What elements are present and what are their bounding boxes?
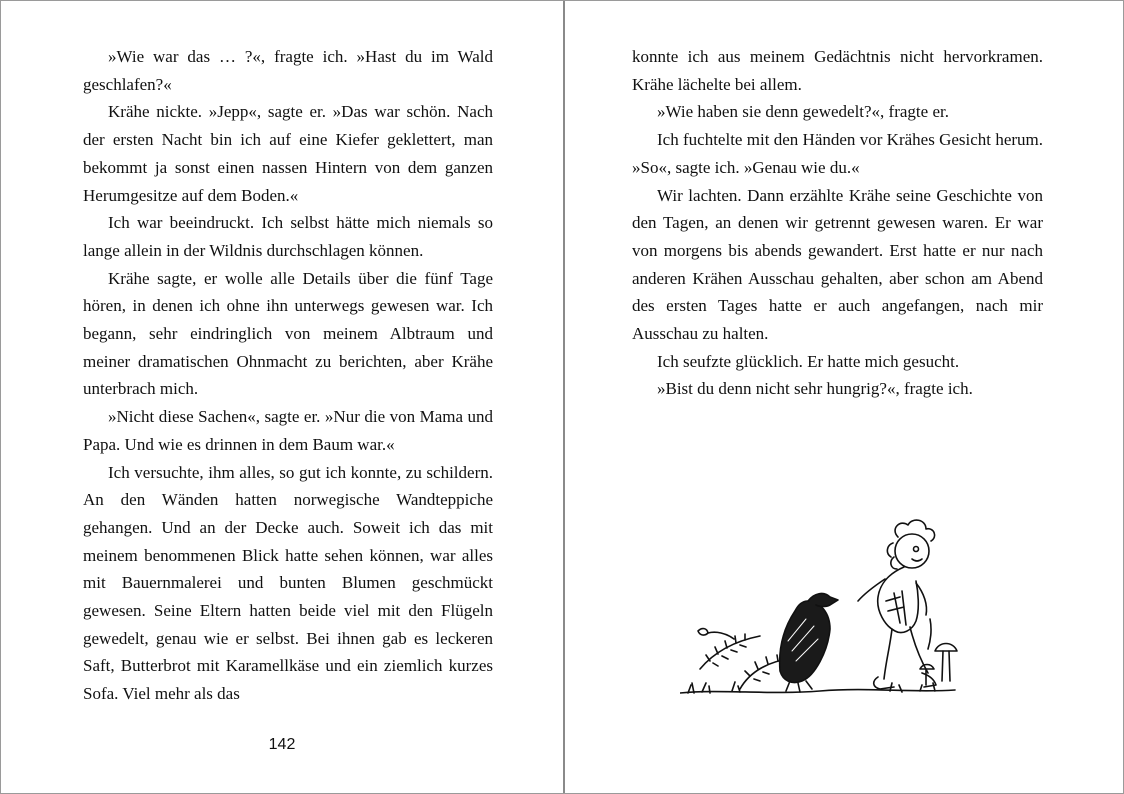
right-page-text — [632, 43, 1043, 403]
paragraph: Ich fuchtelte mit den Händen vor Krähes Gesicht herum. »So«, sagte ich. »Genau wie du.« — [632, 130, 1043, 177]
paragraph: Ich war beeindruckt. Ich selbst hätte mich niemals so lange allein in der Wildnis durchschlagen können. — [83, 213, 493, 260]
paragraph: »Wie war das … ?«, fragte ich. »Hast du im Wald geschlafen?« — [83, 47, 493, 94]
paragraph: Ich seufzte glücklich. Er hatte mich gesucht. — [657, 351, 960, 371]
paragraph: Wir lachten. Dann erzählte Krähe seine Geschichte von den Tagen, an denen wir getrennt gewesen waren. Er war von morgens bis abends gewandert. Erst hatte er nur nach anderen Krähen Ausschau gehalten, aber schon am Abend des ersten Tages hatte er auch angefangen, nach mir Ausschau zu halten. — [632, 185, 1043, 344]
girl-and-crow-illustration — [680, 501, 970, 706]
paragraph: Krähe sagte, er wolle alle Details über die fünf Tage hören, in denen ich ohne ihn unterwegs gewesen war. Ich begann, sehr eindringlich von meinem Albtraum und meiner dramatischen Ohnmacht zu berichten, aber Krähe unterbrach mich. — [83, 268, 493, 399]
right-page — [565, 1, 1123, 793]
paragraph: Krähe nickte. »Jepp«, sagte er. »Das war schön. Nach der ersten Nacht bin ich auf eine Kiefer geklettert, man bekommt ja sonst einen nassen Hintern von dem ganzen Herumgesitze auf dem Boden.« — [83, 102, 493, 205]
left-page-text — [83, 43, 493, 708]
paragraph: »Bist du denn nicht sehr hungrig?«, fragte ich. — [657, 379, 973, 399]
left-page — [1, 1, 563, 793]
page-number: 142 — [268, 736, 296, 753]
paragraph: »Wie haben sie denn gewedelt?«, fragte er. — [657, 102, 949, 122]
paragraph: Ich versuchte, ihm alles, so gut ich konnte, zu schildern. An den Wänden hatten norwegische Wandteppiche gehangen. Und an der Decke auch. Soweit ich das mit meinem benommenen Blick hatte sehen können, war alles mit Bauernmalerei und bunten Blumen geschmückt gewesen. Seine Eltern hatten beide viel mit den Flügeln gewedelt, genau wie er selbst. Bei ihnen gab es leckeren Saft, Butterbrot mit Karamellkäse und ein ziemlich kurzes Sofa. Viel mehr als das — [83, 462, 493, 704]
paragraph: konnte ich aus meinem Gedächtnis nicht hervorkramen. Krähe lächelte bei allem. — [632, 47, 1043, 94]
paragraph: »Nicht diese Sachen«, sagte er. »Nur die von Mama und Papa. Und wie es drinnen in dem Baum war.« — [83, 407, 493, 454]
